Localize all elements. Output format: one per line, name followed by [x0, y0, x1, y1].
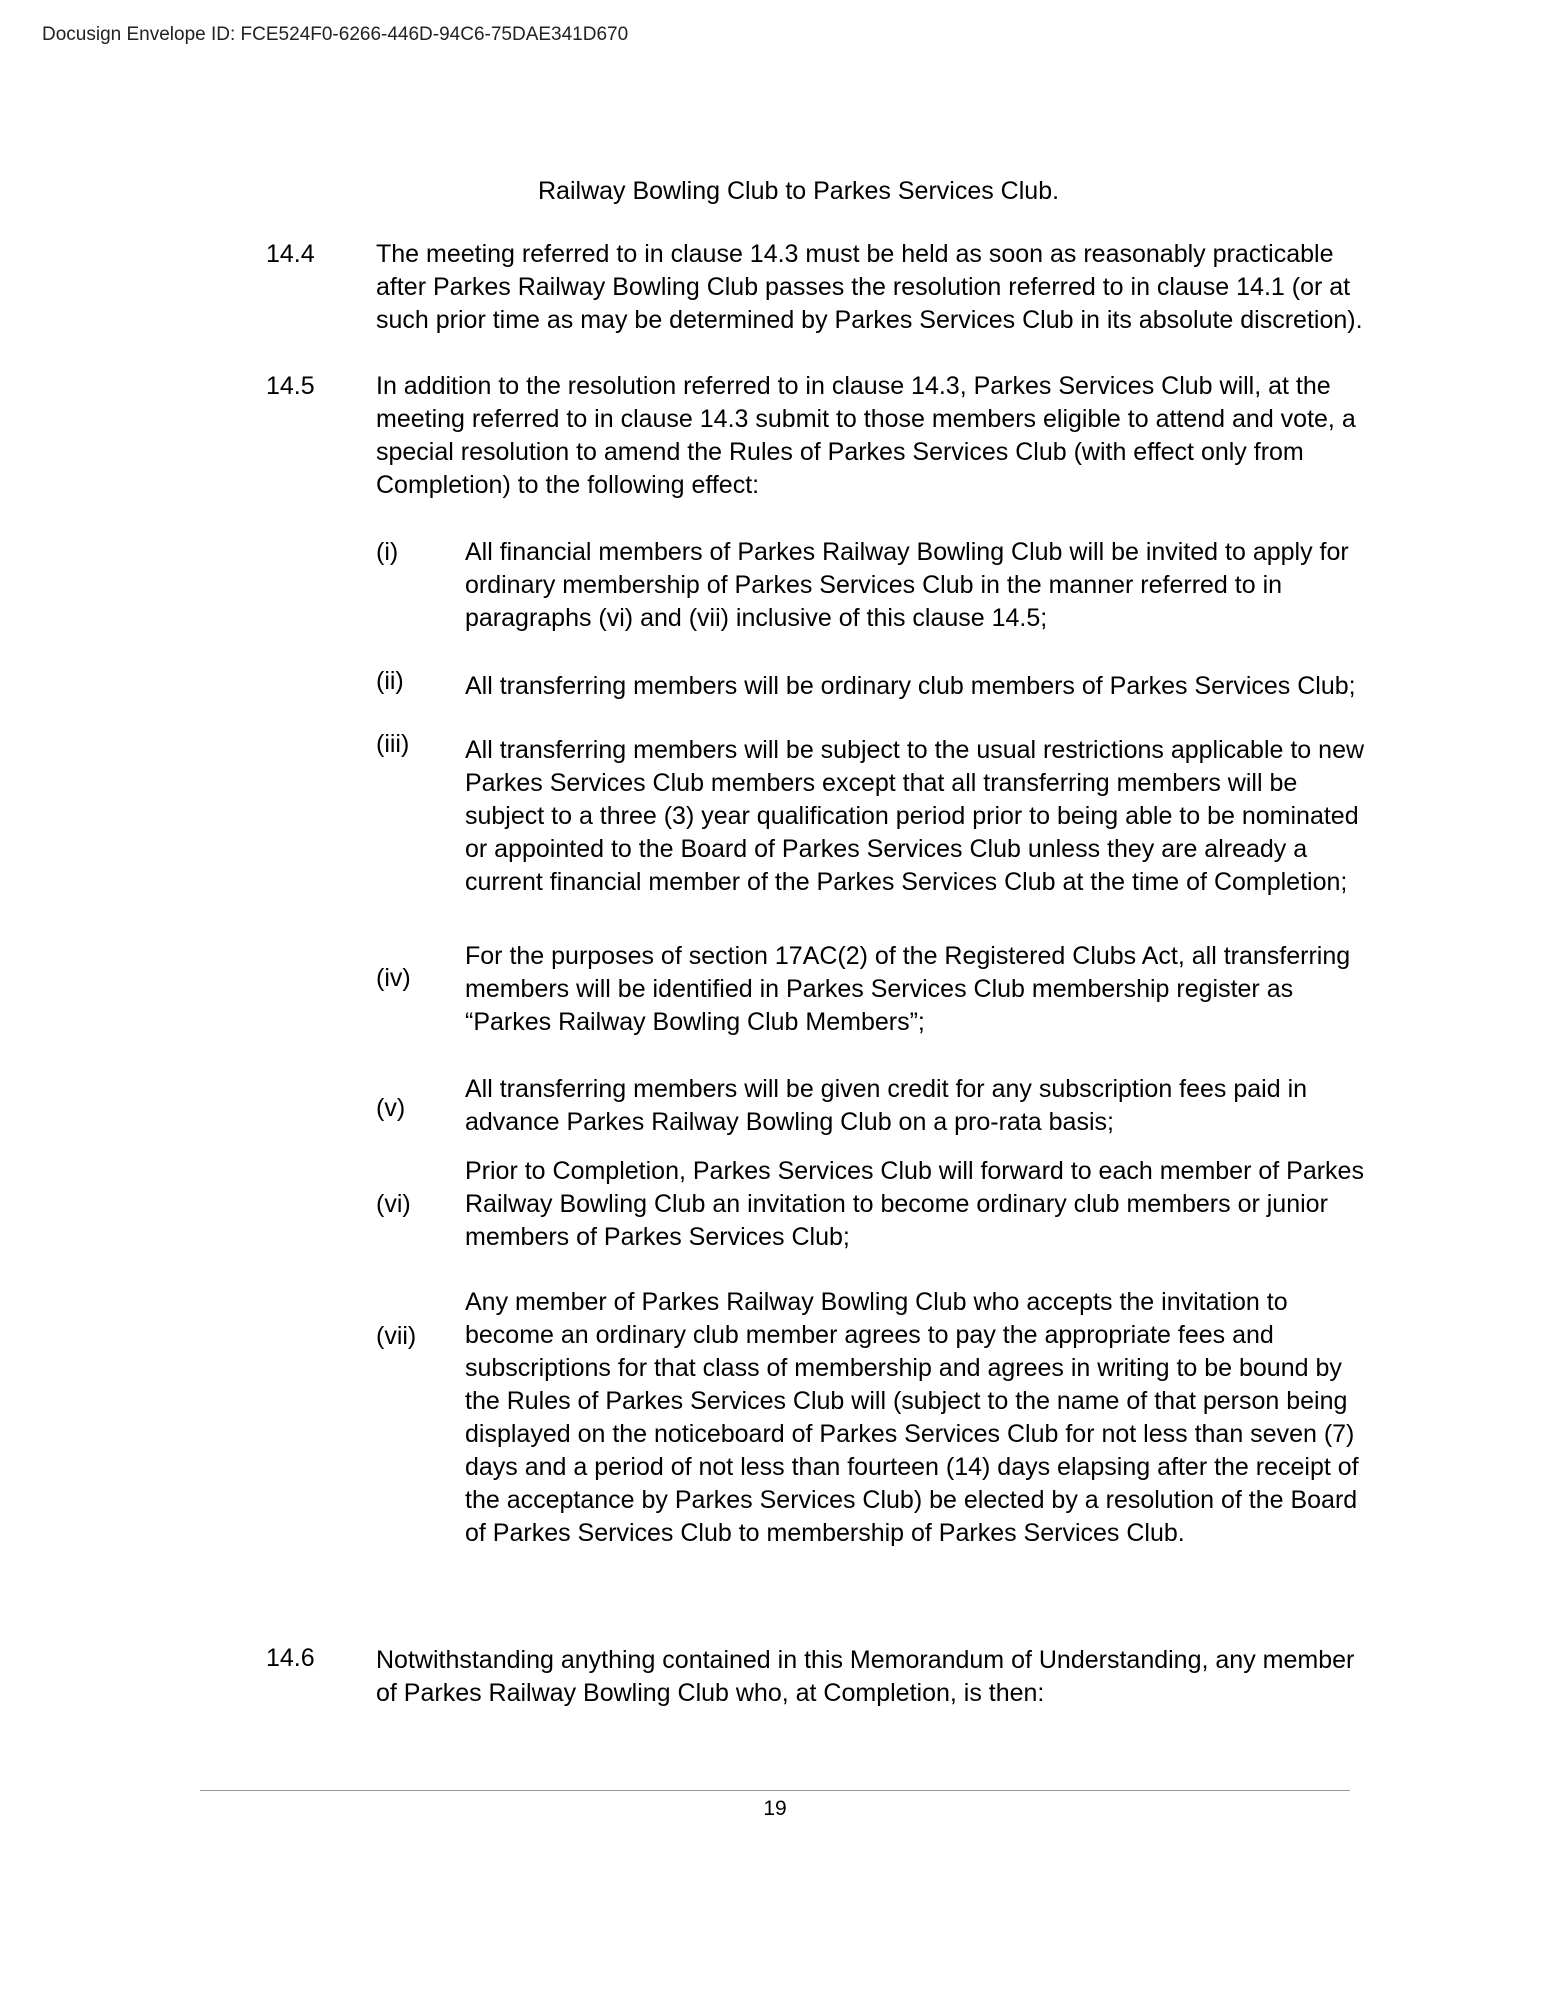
clause-number-14-6: 14.6 — [266, 1644, 315, 1672]
clause-number-14-5: 14.5 — [266, 372, 315, 400]
page-number: 19 — [763, 1797, 787, 1820]
clause-text-14-6: Notwithstanding anything contained in this Memorandum of Understanding, any member of Parkes Railway Bowling Club who, at Completion, is then: — [376, 1646, 1355, 1707]
sub-item-text-iii: All transferring members will be subject to the usual restrictions applicable to new Parkes Services Club members except that all transferring members will be subject to a three (3) year qualification period prior to being able to be nominated or appointed to the Board of Parkes Services Club unless they are already a current financial member of the Parkes Services Club at the time of Completion; — [465, 736, 1365, 896]
sub-item-label-v: (v) — [376, 1094, 406, 1122]
sub-item-label-iii: (iii) — [376, 730, 410, 758]
clause-text-14-4: The meeting referred to in clause 14.3 must be held as soon as reasonably practicable after Parkes Railway Bowling Club passes the resolution referred to in clause 14.1 (or at such prior time as may be determined by Parkes Services Club in its absolute discretion). — [376, 240, 1363, 334]
sub-item-label-i: (i) — [376, 538, 399, 566]
sub-item-text-vii: Any member of Parkes Railway Bowling Club who accepts the invitation to become an ordinary club member agrees to pay the appropriate fees and subscriptions for that class of membership and agrees in writing to be bound by the Rules of Parkes Services Club will (subject to the name of that person being displayed on the noticeboard of Parkes Services Club for not less than seven (7) days and a period of not less than fourteen (14) days elapsing after the receipt of the acceptance by Parkes Services Club) be elected by a resolution of the Board of Parkes Services Club to membership of Parkes Services Club. — [465, 1288, 1359, 1547]
sub-item-label-ii: (ii) — [376, 667, 404, 695]
sub-item-text-vi: Prior to Completion, Parkes Services Club will forward to each member of Parkes Railway Bowling Club an invitation to become ordinary club members or junior members of Parkes Services Club; — [465, 1157, 1364, 1251]
sub-item-text-v: All transferring members will be given credit for any subscription fees paid in advance Parkes Railway Bowling Club on a pro-rata basis; — [465, 1075, 1308, 1136]
clause-text-14-5: In addition to the resolution referred to in clause 14.3, Parkes Services Club will, at the meeting referred to in clause 14.3 submit to those members eligible to attend and vote, a special resolution to amend the Rules of Parkes Services Club (with effect only from Completion) to the following effect: — [376, 372, 1356, 499]
sub-item-label-vii: (vii) — [376, 1322, 417, 1350]
sub-item-text-ii: All transferring members will be ordinary club members of Parkes Services Club; — [465, 672, 1356, 700]
continuation-text: Railway Bowling Club to Parkes Services Club. — [538, 177, 1060, 205]
sub-item-text-iv: For the purposes of section 17AC(2) of the Registered Clubs Act, all transferring members will be identified in Parkes Services Club membership register as “Parkes Railway Bowling Club Members”; — [465, 942, 1351, 1036]
sub-item-text-i: All financial members of Parkes Railway Bowling Club will be invited to apply for ordinary membership of Parkes Services Club in the manner referred to in paragraphs (vi) and (vii) inclusive of this clause 14.5; — [465, 538, 1349, 632]
docusign-envelope-id: Docusign Envelope ID: FCE524F0-6266-446D-94C6-75DAE341D670 — [42, 24, 629, 45]
sub-item-label-vi: (vi) — [376, 1190, 411, 1218]
footer-rule — [200, 1790, 1350, 1791]
sub-item-label-iv: (iv) — [376, 964, 411, 992]
clause-number-14-4: 14.4 — [266, 240, 315, 268]
